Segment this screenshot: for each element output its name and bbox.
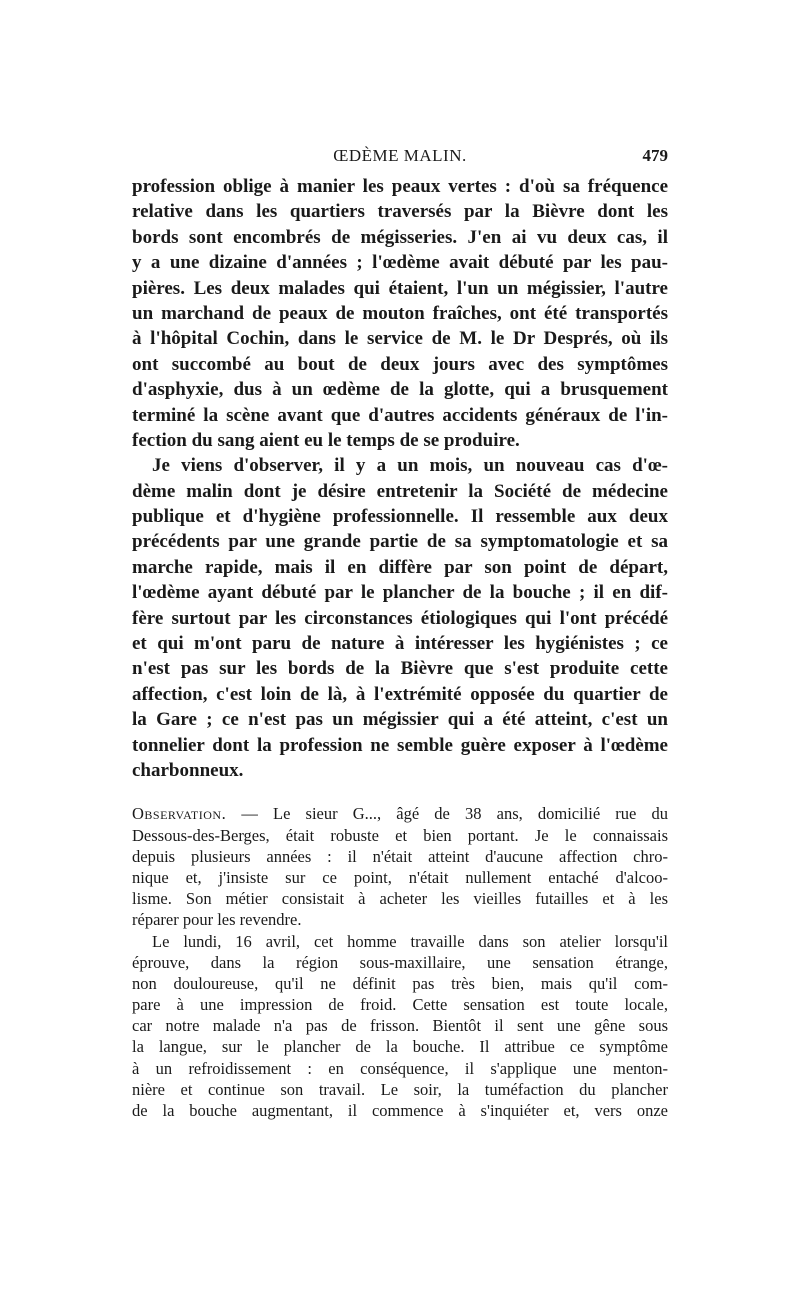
text-line: lisme. Son métier consistait à acheter les vieilles futailles et à les xyxy=(132,889,668,909)
text-line: n'est pas sur les bords de la Bièvre que s'est produite cette xyxy=(132,658,668,680)
text-line: d'asphyxie, dus à un œdème de la glotte, qui a brusquement xyxy=(132,379,668,401)
text-line: Dessous-des-Berges, était robuste et bien portant. Je le connaissais xyxy=(132,825,668,845)
text-line: relative dans les quartiers traversés par la Bièvre dont les xyxy=(132,201,668,223)
paragraph-1 xyxy=(132,174,668,453)
text-line: profession oblige à manier les peaux vertes : d'où sa fréquence xyxy=(132,176,668,197)
text-line: à un refroidissement : en conséquence, il s'applique une menton- xyxy=(132,1058,668,1078)
text-line: ont succombé au bout de deux jours avec des symptômes xyxy=(132,353,668,375)
running-title: ŒDÈME MALIN. xyxy=(333,146,467,165)
text-line: un marchand de peaux de mouton fraîches, ont été transportés xyxy=(132,302,668,324)
text-line: l'œdème ayant débuté par le plancher de la bouche ; il en dif- xyxy=(132,582,668,604)
observation-first-line: — Le sieur G..., âgé de 38 ans, domicilié rue du xyxy=(241,804,668,824)
text-line: la langue, sur le plancher de la bouche. Il attribue ce symptôme xyxy=(132,1037,668,1057)
paragraph-2 xyxy=(132,453,668,783)
text-line: depuis plusieurs années : il n'était atteint d'aucune affection chro- xyxy=(132,846,668,866)
text-line: Je viens d'observer, il y a un mois, un nouveau cas d'œ- xyxy=(152,455,668,477)
text-line: publique et d'hygiène professionnelle. Il ressemble aux deux xyxy=(132,506,668,528)
text-line: tonnelier dont la profession ne semble guère exposer à l'œdème xyxy=(132,734,668,756)
text-line: charbonneux. xyxy=(132,759,244,781)
text-line: pières. Les deux malades qui étaient, l'un un mégissier, l'autre xyxy=(132,277,668,299)
text-line: affection, c'est loin de là, à l'extrémité opposée du quartier de xyxy=(132,683,668,705)
text-line: de la bouche augmentant, il commence à s'inquiéter et, vers onze xyxy=(132,1101,668,1120)
page-number: 479 xyxy=(642,146,668,165)
text-line: fection du sang aient eu le temps de se produire. xyxy=(132,429,520,451)
text-line: non douloureuse, qu'il ne définit pas très bien, mais qu'il com- xyxy=(132,973,668,993)
text-line: précédents par une grande partie de sa symptomatologie et sa xyxy=(132,531,668,553)
text-line: la Gare ; ce n'est pas un mégissier qui a été atteint, c'est un xyxy=(132,709,668,731)
text-line: Le lundi, 16 avril, cet homme travaille dans son atelier lorsqu'il xyxy=(152,931,668,951)
running-header xyxy=(132,146,668,170)
text-line: y a une dizaine d'années ; l'œdème avait débuté par les pau- xyxy=(132,252,668,274)
body-text xyxy=(132,174,668,1121)
text-line: bords sont encombrés de mégisseries. J'en ai vu deux cas, il xyxy=(132,226,668,248)
text-line: réparer pour les revendre. xyxy=(132,910,302,930)
text-line: fère surtout par les circonstances étiologiques qui l'ont précédé xyxy=(132,607,668,629)
paragraph-4 xyxy=(132,931,668,1122)
text-line: nière et continue son travail. Le soir, la tuméfaction du plancher xyxy=(132,1079,668,1099)
text-line xyxy=(132,803,668,824)
observation-label: Observation. xyxy=(132,804,227,824)
text-line: terminé la scène avant que d'autres accidents généraux de l'in- xyxy=(132,404,668,426)
observation-paragraph xyxy=(132,803,668,930)
text-line: éprouve, dans la région sous-maxillaire, une sensation étrange, xyxy=(132,952,668,972)
text-line: dème malin dont je désire entretenir la Société de médecine xyxy=(132,480,668,502)
text-line: et qui m'ont paru de nature à intéresser les hygiénistes ; ce xyxy=(132,633,668,655)
text-line: car notre malade n'a pas de frisson. Bientôt il sent une gêne sous xyxy=(132,1016,668,1036)
text-line: nique et, j'insiste sur ce point, n'était nullement entaché d'alcoo- xyxy=(132,867,668,887)
text-line: pare à une impression de froid. Cette sensation est toute locale, xyxy=(132,995,668,1015)
text-line: marche rapide, mais il en diffère par son point de départ, xyxy=(132,556,668,578)
text-line: à l'hôpital Cochin, dans le service de M. le Dr Després, où ils xyxy=(132,328,668,350)
